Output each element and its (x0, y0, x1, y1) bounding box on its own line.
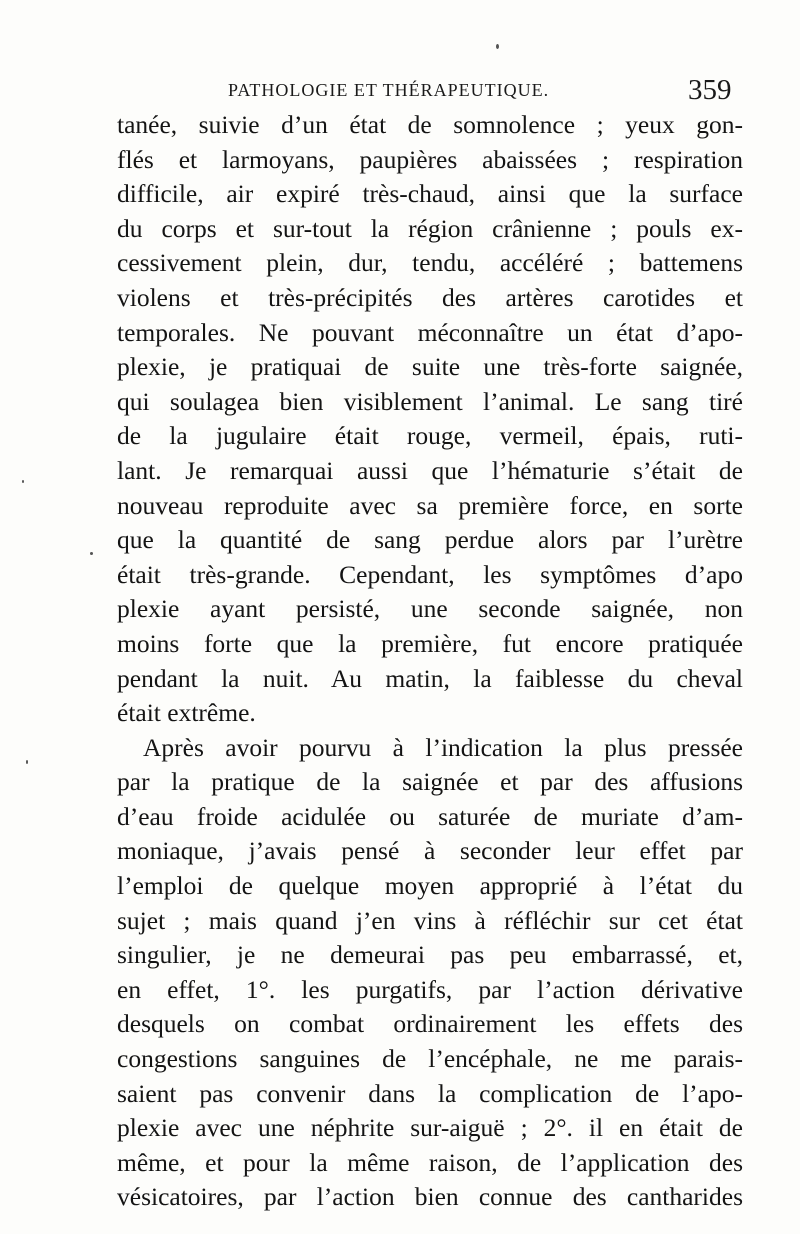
text-line: qui soulagea bien visiblement l’animal. Le sang tiré (117, 386, 743, 416)
text-line: moniaque, j’avais pensé à seconder leur effet par (117, 836, 743, 866)
text-line: Après avoir pourvu à l’indication la plus pressée (143, 732, 743, 762)
text-line: sujet ; mais quand j’en vins à réfléchir sur cet état (117, 905, 743, 935)
text-line: desquels on combat ordinairement les effets des (117, 1009, 743, 1039)
text-line: plexie ayant persisté, une seconde saignée, non (117, 594, 743, 624)
text-line: singulier, je ne demeurai pas peu embarrassé, et, (117, 940, 743, 970)
text-line: congestions sanguines de l’encéphale, ne me parais- (117, 1044, 743, 1074)
text-line: difficile, air expiré très-chaud, ainsi que la surface (117, 179, 743, 209)
page-number: 359 (688, 74, 732, 106)
text-line: cessivement plein, dur, tendu, accéléré ; battemens (117, 248, 743, 278)
text-line: de la jugulaire était rouge, vermeil, épais, ruti- (117, 421, 743, 451)
paper-speck (22, 480, 24, 483)
text-line: du corps et sur-tout la région crânienne ; pouls ex- (117, 213, 743, 243)
text-line: pendant la nuit. Au matin, la faiblesse du cheval (117, 663, 743, 693)
paper-speck (90, 552, 93, 555)
text-line: en effet, 1°. les purgatifs, par l’action dérivative (117, 974, 743, 1004)
text-line: vésicatoires, par l’action bien connue des cantharides (117, 1182, 743, 1212)
text-line: flés et larmoyans, paupières abaissées ; respiration (117, 144, 743, 174)
paper-speck (26, 760, 28, 764)
text-line: était très-grande. Cependant, les symptômes d’apo (117, 559, 743, 589)
text-line: l’emploi de quelque moyen approprié à l’état du (117, 871, 743, 901)
running-header (0, 74, 800, 110)
body-text (117, 108, 743, 1215)
text-line: que la quantité de sang perdue alors par l’urètre (117, 525, 743, 555)
paper-speck (496, 44, 499, 49)
paragraph-1 (117, 108, 743, 731)
text-line: temporales. Ne pouvant méconnaître un état d’apo- (117, 317, 743, 347)
text-line: par la pratique de la saignée et par des affusions (117, 767, 743, 797)
text-line: plexie, je pratiquai de suite une très-forte saignée, (117, 352, 743, 382)
text-line: moins forte que la première, fut encore pratiquée (117, 628, 743, 658)
text-line: lant. Je remarquai aussi que l’hématurie s’était de (117, 455, 743, 485)
text-line: tanée, suivie d’un état de somnolence ; yeux gon- (117, 110, 743, 139)
text-line: même, et pour la même raison, de l’application des (117, 1147, 743, 1177)
text-line: d’eau froide acidulée ou saturée de muriate d’am- (117, 801, 743, 831)
text-line: violens et très-précipités des artères carotides et (117, 282, 743, 312)
text-line: nouveau reproduite avec sa première force, en sorte (117, 490, 743, 520)
text-line: était extrême. (117, 698, 256, 728)
paragraph-2 (117, 731, 743, 1215)
text-line: plexie avec une néphrite sur-aiguë ; 2°. il en était de (117, 1113, 743, 1143)
running-title: PATHOLOGIE ET THÉRAPEUTIQUE. (228, 80, 550, 100)
text-line: saient pas convenir dans la complication de l’apo- (117, 1078, 743, 1108)
